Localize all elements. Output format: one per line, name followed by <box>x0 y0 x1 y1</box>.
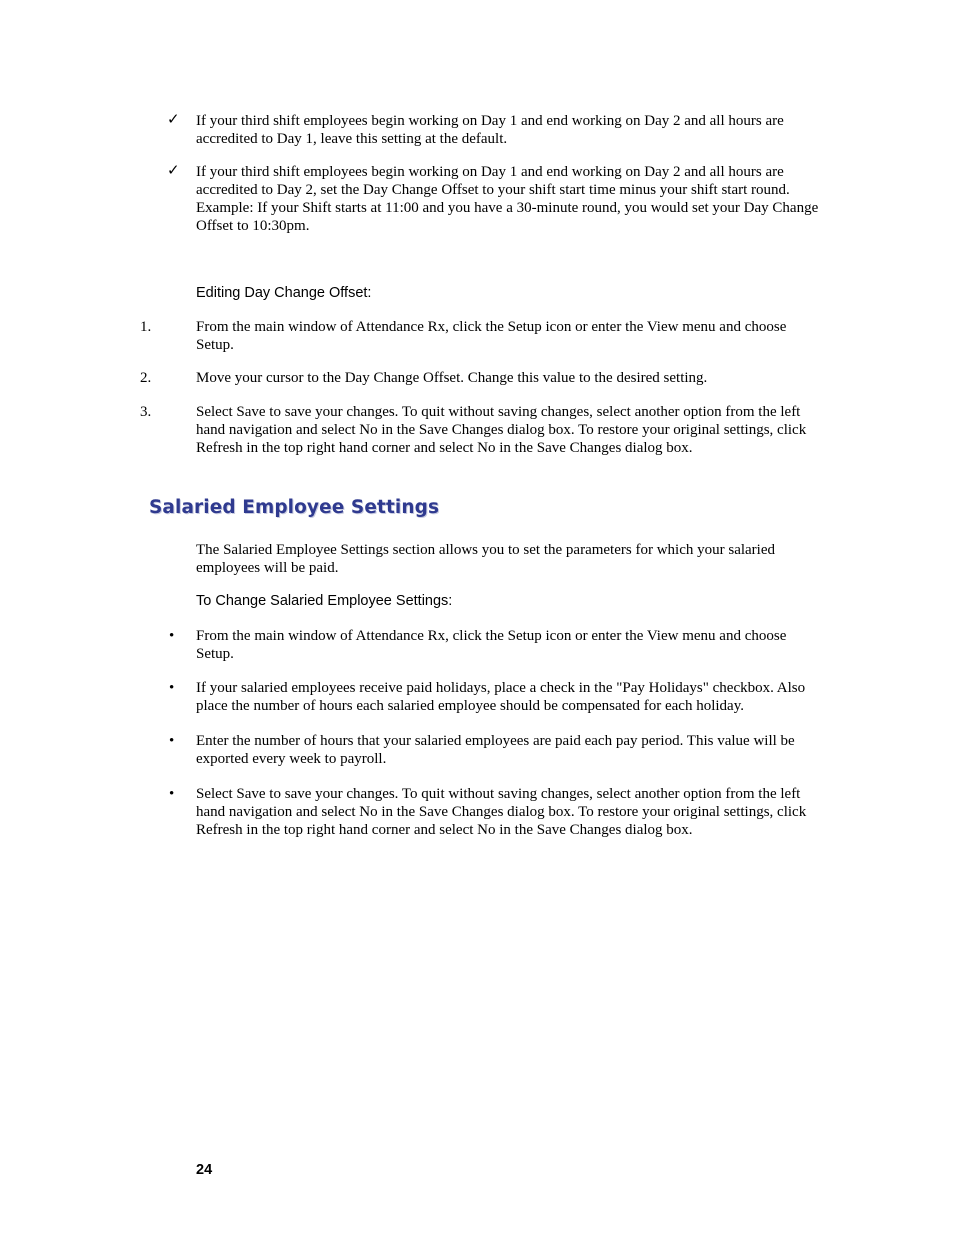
bullet-icon: • <box>169 680 175 696</box>
editing-heading: Editing Day Change Offset: <box>196 285 372 301</box>
check-icon: ✓ <box>167 163 180 179</box>
step-number: 2. <box>140 370 152 386</box>
step-text: Move your cursor to the Day Change Offset. Change this value to the desired setting. <box>196 370 708 386</box>
step-text: From the main window of Attendance Rx, click the Setup icon or enter the View menu and choose Setup. <box>196 319 787 353</box>
change-heading: To Change Salaried Employee Settings: <box>196 593 453 609</box>
step-number: 3. <box>140 404 152 420</box>
bullet-item: From the main window of Attendance Rx, click the Setup icon or enter the View menu and choose Setup. <box>196 628 787 662</box>
section-intro: The Salaried Employee Settings section allows you to set the parameters for which your salaried employees will be paid. <box>196 542 776 576</box>
check-icon: ✓ <box>167 112 180 128</box>
step-number: 1. <box>140 319 152 335</box>
bullet-icon: • <box>169 733 175 749</box>
bullet-item: If your salaried employees receive paid holidays, place a check in the "Pay Holidays" checkbox. Also place the number of hours each salaried employee should be compensated for each holiday. <box>196 680 806 714</box>
bullet-item: Enter the number of hours that your salaried employees are paid each pay period. This value will be exported every week to payroll. <box>196 733 795 767</box>
step-text: Select Save to save your changes. To quit without saving changes, select another option from the left hand navigation and select No in the Save Changes dialog box. To restore your original settings, click Refresh in the top right hand corner and select No in the Save Changes dialog box. <box>196 404 807 456</box>
bullet-item: Select Save to save your changes. To quit without saving changes, select another option from the left hand navigation and select No in the Save Changes dialog box. To restore your original settings, click Refresh in the top right hand corner and select No in the Save Changes dialog box. <box>196 786 807 838</box>
bullet-icon: • <box>169 628 175 644</box>
bullet-icon: • <box>169 786 175 802</box>
page-number: 24 <box>196 1162 213 1178</box>
checklist-item: If your third shift employees begin working on Day 1 and end working on Day 2 and all hours are accredited to Day 2, set the Day Change Offset to your shift start time minus your shift start round. Example: If your Shift starts at 11:00 and you have a 30-minute round, you would set your Day Change Offset to 10:30pm. <box>196 164 819 234</box>
section-title: Salaried Employee Settings <box>149 497 440 518</box>
checklist-item: If your third shift employees begin working on Day 1 and end working on Day 2 and all hours are accredited to Day 1, leave this setting at the default. <box>196 113 784 147</box>
